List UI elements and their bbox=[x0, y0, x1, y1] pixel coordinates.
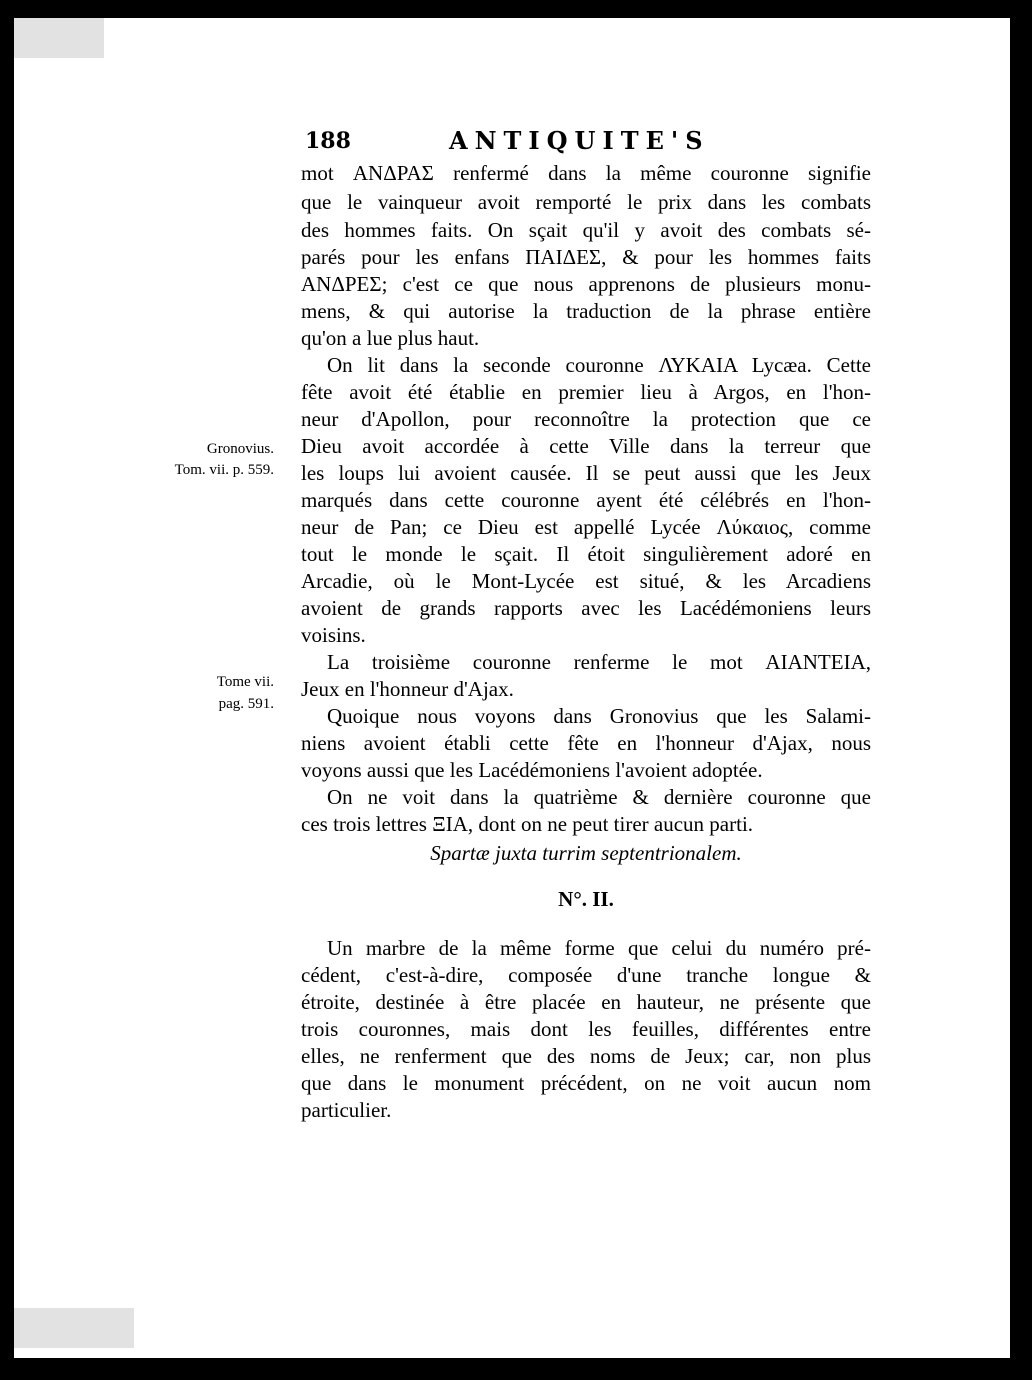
location-caption: Spartæ juxta turrim septentrionalem. bbox=[430, 841, 742, 865]
page-header bbox=[305, 128, 875, 162]
text-line: parés pour les enfans ΠΑΙΔΕΣ, & pour les hommes faits bbox=[301, 245, 871, 269]
text-line: étroite, destinée à être placée en hauteur, ne présente que bbox=[301, 990, 871, 1014]
text-line: des hommes faits. On sçait qu'il y avoit des combats sé- bbox=[301, 218, 871, 242]
text-line: marqués dans cette couronne ayent été célébrés en l'hon- bbox=[301, 488, 871, 512]
text-line: que dans le monument précédent, on ne voit aucun nom bbox=[301, 1071, 871, 1095]
text-line: On ne voit dans la quatrième & dernière couronne que bbox=[327, 785, 871, 809]
text-line: cédent, c'est-à-dire, composée d'une tranche longue & bbox=[301, 963, 871, 987]
text-line: fête avoit été établie en premier lieu à Argos, en l'hon- bbox=[301, 380, 871, 404]
text-line: niens avoient établi cette fête en l'honneur d'Ajax, nous bbox=[301, 731, 871, 755]
margin-note: pag. 591. bbox=[218, 696, 274, 712]
text-line: neur de Pan; ce Dieu est appellé Lycée Λύκαιος, comme bbox=[301, 515, 871, 539]
text-line: particulier. bbox=[301, 1098, 392, 1122]
text-line: Quoique nous voyons dans Gronovius que les Salami- bbox=[327, 704, 871, 728]
text-line: Un marbre de la même forme que celui du numéro pré- bbox=[327, 936, 871, 960]
text-line: voyons aussi que les Lacédémoniens l'avoient adoptée. bbox=[301, 758, 763, 782]
text-line: trois couronnes, mais dont les feuilles, différentes entre bbox=[301, 1017, 871, 1041]
text-line: mot ΑΝΔΡΑΣ renfermé dans la même couronne signifie bbox=[301, 161, 871, 185]
text-line: tout le monde le sçait. Il étoit singulièrement adoré en bbox=[301, 542, 871, 566]
text-line: ΑΝΔΡΕΣ; c'est ce que nous apprenons de plusieurs monu- bbox=[301, 272, 871, 296]
text-line: elles, ne renferment que des noms de Jeux; car, non plus bbox=[301, 1044, 871, 1068]
text-line: La troisième couronne renferme le mot ΑΙΑΝΤΕΙΑ, bbox=[327, 650, 871, 674]
scan-speck bbox=[14, 1308, 134, 1348]
text-line: qu'on a lue plus haut. bbox=[301, 326, 480, 350]
text-line: Jeux en l'honneur d'Ajax. bbox=[301, 677, 514, 701]
text-line: les loups lui avoient causée. Il se peut aussi que les Jeux bbox=[301, 461, 871, 485]
text-line: neur d'Apollon, pour reconnoître la protection que ce bbox=[301, 407, 871, 431]
running-title: ANTIQUITE'S bbox=[449, 126, 710, 155]
section-heading: N°. II. bbox=[558, 887, 614, 911]
page-number: 188 bbox=[305, 128, 351, 154]
scan-speck bbox=[14, 18, 104, 58]
text-line: avoient de grands rapports avec les Lacédémoniens leurs bbox=[301, 596, 871, 620]
text-line: Dieu avoit accordée à cette Ville dans la terreur que bbox=[301, 434, 871, 458]
text-line: mens, & qui autorise la traduction de la phrase entière bbox=[301, 299, 871, 323]
margin-note: Tome vii. bbox=[216, 674, 274, 690]
margin-note: Tom. vii. p. 559. bbox=[174, 462, 274, 478]
text-line: On lit dans la seconde couronne ΛΥΚΑΙΑ Lycæa. Cette bbox=[327, 353, 871, 377]
text-line: Arcadie, où le Mont-Lycée est situé, & les Arcadiens bbox=[301, 569, 871, 593]
margin-note: Gronovius. bbox=[206, 441, 274, 457]
text-line: ces trois lettres ΞΙΑ, dont on ne peut tirer aucun parti. bbox=[301, 812, 754, 836]
text-line: que le vainqueur avoit remporté le prix dans les combats bbox=[301, 190, 871, 214]
text-line: voisins. bbox=[301, 623, 366, 647]
